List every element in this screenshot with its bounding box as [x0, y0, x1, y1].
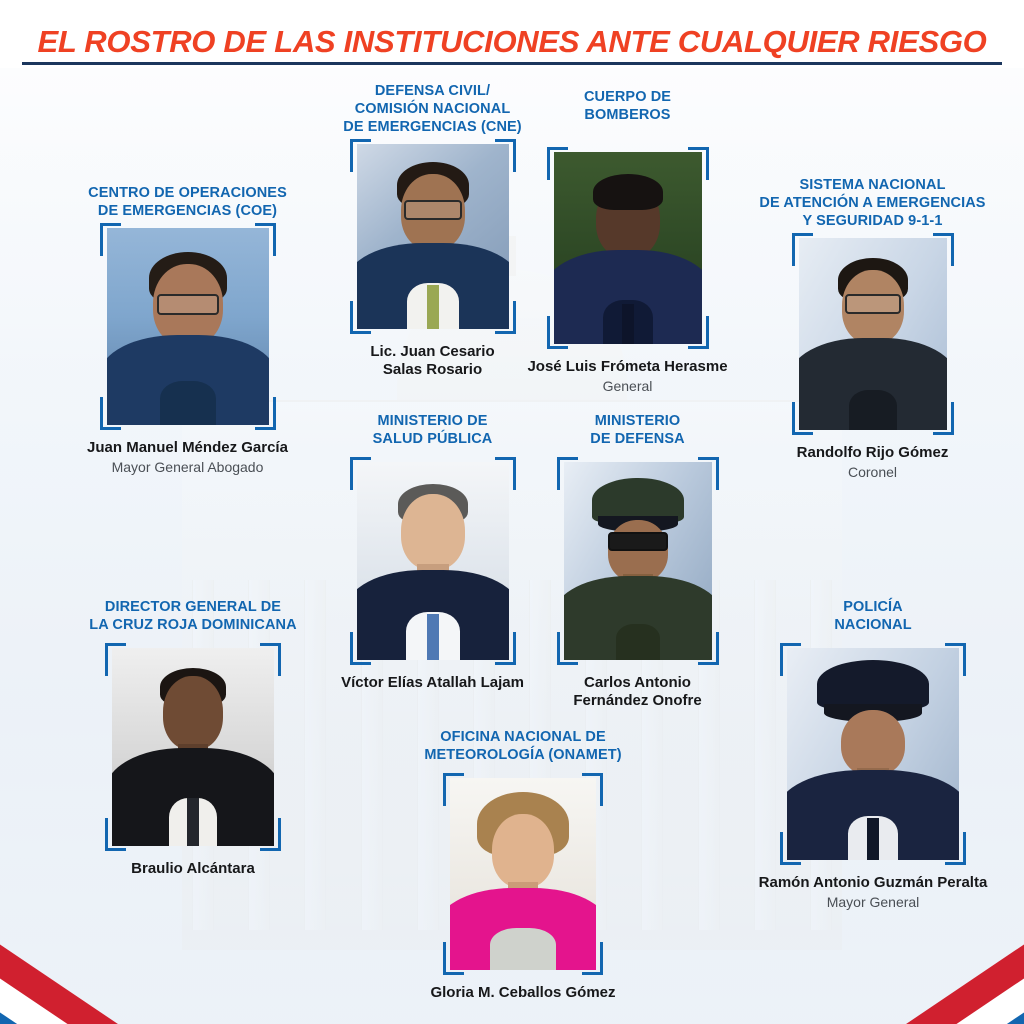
institution-line: OFICINA NACIONAL DE	[440, 729, 606, 745]
person-card-defensa[interactable]	[525, 412, 750, 712]
portrait-frame	[799, 238, 947, 430]
header-divider	[22, 62, 1002, 65]
portrait-photo	[112, 648, 274, 846]
person-name: Víctor Elías Atallah Lajam	[341, 674, 524, 692]
institution-line: DIRECTOR GENERAL DE	[104, 599, 282, 615]
institution-line: DE EMERGENCIAS (CNE)	[343, 119, 522, 136]
person-name: Juan Manuel Méndez García	[87, 439, 288, 457]
institution-line: CUERPO DE	[583, 89, 672, 105]
institution-label	[735, 176, 1010, 230]
institution-line: MINISTERIO	[594, 413, 681, 429]
person-rank: Mayor General	[826, 894, 920, 911]
person-card-911[interactable]	[735, 176, 1010, 481]
institution-label	[520, 88, 735, 124]
portrait-frame	[112, 648, 274, 846]
person-name: José Luis Frómeta Herasme	[527, 358, 728, 376]
person-card-cruz-roja[interactable]	[58, 598, 328, 880]
institution-label	[388, 728, 658, 764]
person-name-line: Fernández Onofre	[573, 692, 702, 710]
person-name: Randolfo Rijo Gómez	[796, 444, 949, 462]
portrait-photo	[357, 462, 509, 660]
person-card-bomberos[interactable]	[520, 88, 735, 395]
institution-line: BOMBEROS	[584, 107, 671, 124]
person-card-onamet[interactable]	[388, 728, 658, 1004]
person-rank: General	[602, 378, 653, 395]
portrait-photo	[357, 144, 509, 329]
institution-line: DEFENSA CIVIL/	[374, 83, 491, 99]
portrait-frame	[357, 462, 509, 660]
portrait-frame	[554, 152, 702, 344]
header	[0, 0, 1024, 68]
institution-line: SISTEMA NACIONAL	[799, 177, 946, 193]
institution-label	[525, 412, 750, 448]
institution-line: DE DEFENSA	[590, 431, 685, 448]
portrait-frame	[357, 144, 509, 329]
institution-label	[60, 184, 315, 220]
person-card-policia-nacional[interactable]	[728, 598, 1018, 911]
person-name-line: Salas Rosario	[382, 361, 483, 379]
person-name: Gloria M. Ceballos Gómez	[430, 984, 616, 1002]
institution-line: METEOROLOGÍA (ONAMET)	[424, 747, 622, 764]
institution-line: DE ATENCIÓN A EMERGENCIAS	[759, 195, 986, 212]
institution-label	[728, 598, 1018, 634]
person-name	[525, 674, 750, 710]
person-name: Braulio Alcántara	[131, 860, 255, 878]
portrait-frame	[564, 462, 712, 660]
portrait-photo	[554, 152, 702, 344]
person-card-coe[interactable]	[60, 184, 315, 476]
ribbon-bottom-left	[0, 874, 230, 1024]
portrait-photo	[107, 228, 269, 425]
portrait-photo	[564, 462, 712, 660]
person-rank: Mayor General Abogado	[111, 459, 264, 476]
institution-line: SALUD PÚBLICA	[372, 431, 493, 448]
portrait-photo	[799, 238, 947, 430]
institution-line: POLICÍA	[843, 599, 903, 615]
person-name-line: Lic. Juan Cesario	[370, 343, 495, 361]
page-title: EL ROSTRO DE LAS INSTITUCIONES ANTE CUALQUIER RIESGO	[37, 24, 987, 59]
portrait-photo	[787, 648, 959, 860]
institution-line: CENTRO DE OPERACIONES	[88, 185, 287, 201]
portrait-frame	[107, 228, 269, 425]
institution-line: Y SEGURIDAD 9-1-1	[802, 213, 943, 230]
institution-line: NACIONAL	[834, 617, 912, 634]
institution-label	[58, 598, 328, 634]
institution-line: MINISTERIO DE	[377, 413, 488, 429]
portrait-frame	[450, 778, 596, 970]
person-name: Ramón Antonio Guzmán Peralta	[758, 874, 988, 892]
person-name-line: Carlos Antonio	[584, 674, 691, 692]
portrait-photo	[450, 778, 596, 970]
institution-line: LA CRUZ ROJA DOMINICANA	[89, 617, 297, 634]
person-rank: Coronel	[847, 464, 898, 481]
institution-line: COMISIÓN NACIONAL	[354, 101, 511, 118]
portrait-frame	[787, 648, 959, 860]
institution-line: DE EMERGENCIAS (COE)	[97, 203, 278, 220]
